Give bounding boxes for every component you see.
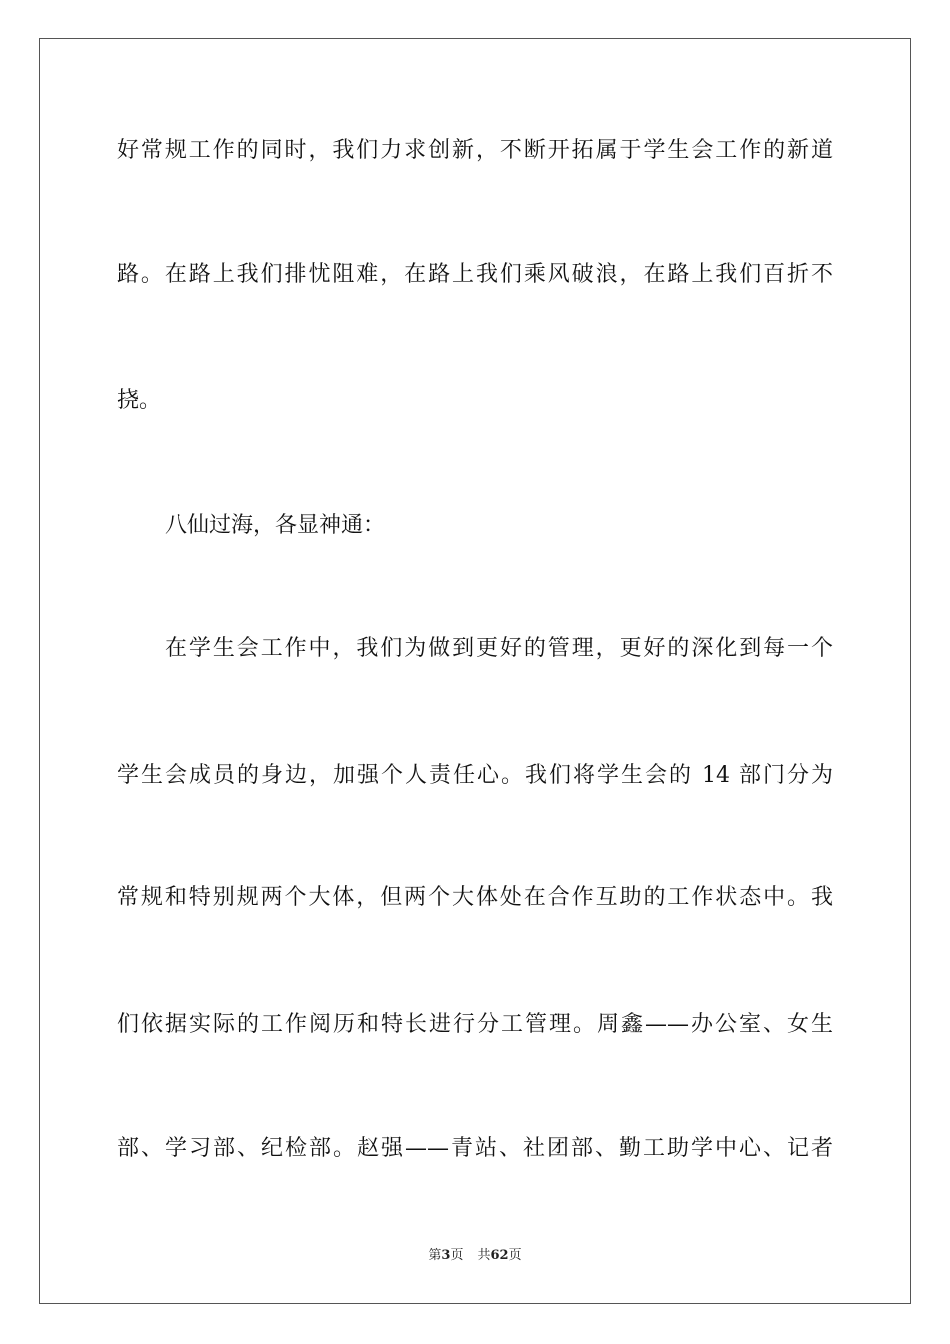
body-text-line: 路。在路上我们排忧阻难，在路上我们乘风破浪，在路上我们百折不: [117, 262, 833, 287]
body-text-line: 好常规工作的同时，我们力求创新，不断开拓属于学生会工作的新道: [117, 138, 833, 163]
body-text-line: 部、学习部、纪检部。赵强——青站、社团部、勤工助学中心、记者: [117, 1136, 833, 1161]
page-footer: [0, 1247, 950, 1265]
page-number: 3: [441, 1248, 451, 1263]
page-border: [39, 38, 911, 1304]
total-suffix: 页: [508, 1248, 522, 1263]
page-prefix: 第: [428, 1248, 442, 1263]
body-text-line: 在学生会工作中，我们为做到更好的管理，更好的深化到每一个: [165, 636, 833, 661]
paragraph-heading: 八仙过海，各显神通：: [165, 513, 386, 538]
body-text-line: 常规和特别规两个大体，但两个大体处在合作互助的工作状态中。我: [117, 885, 833, 910]
body-text-line: 学生会成员的身边，加强个人责任心。我们将学生会的 14 部门分为: [117, 763, 833, 788]
page-suffix: 页: [450, 1248, 464, 1263]
body-text-line: 挠。: [117, 388, 162, 413]
body-text-line: 们依据实际的工作阅历和特长进行分工管理。周鑫——办公室、女生: [117, 1012, 833, 1037]
total-pages: 62: [490, 1248, 509, 1263]
total-prefix: 共: [477, 1248, 491, 1263]
